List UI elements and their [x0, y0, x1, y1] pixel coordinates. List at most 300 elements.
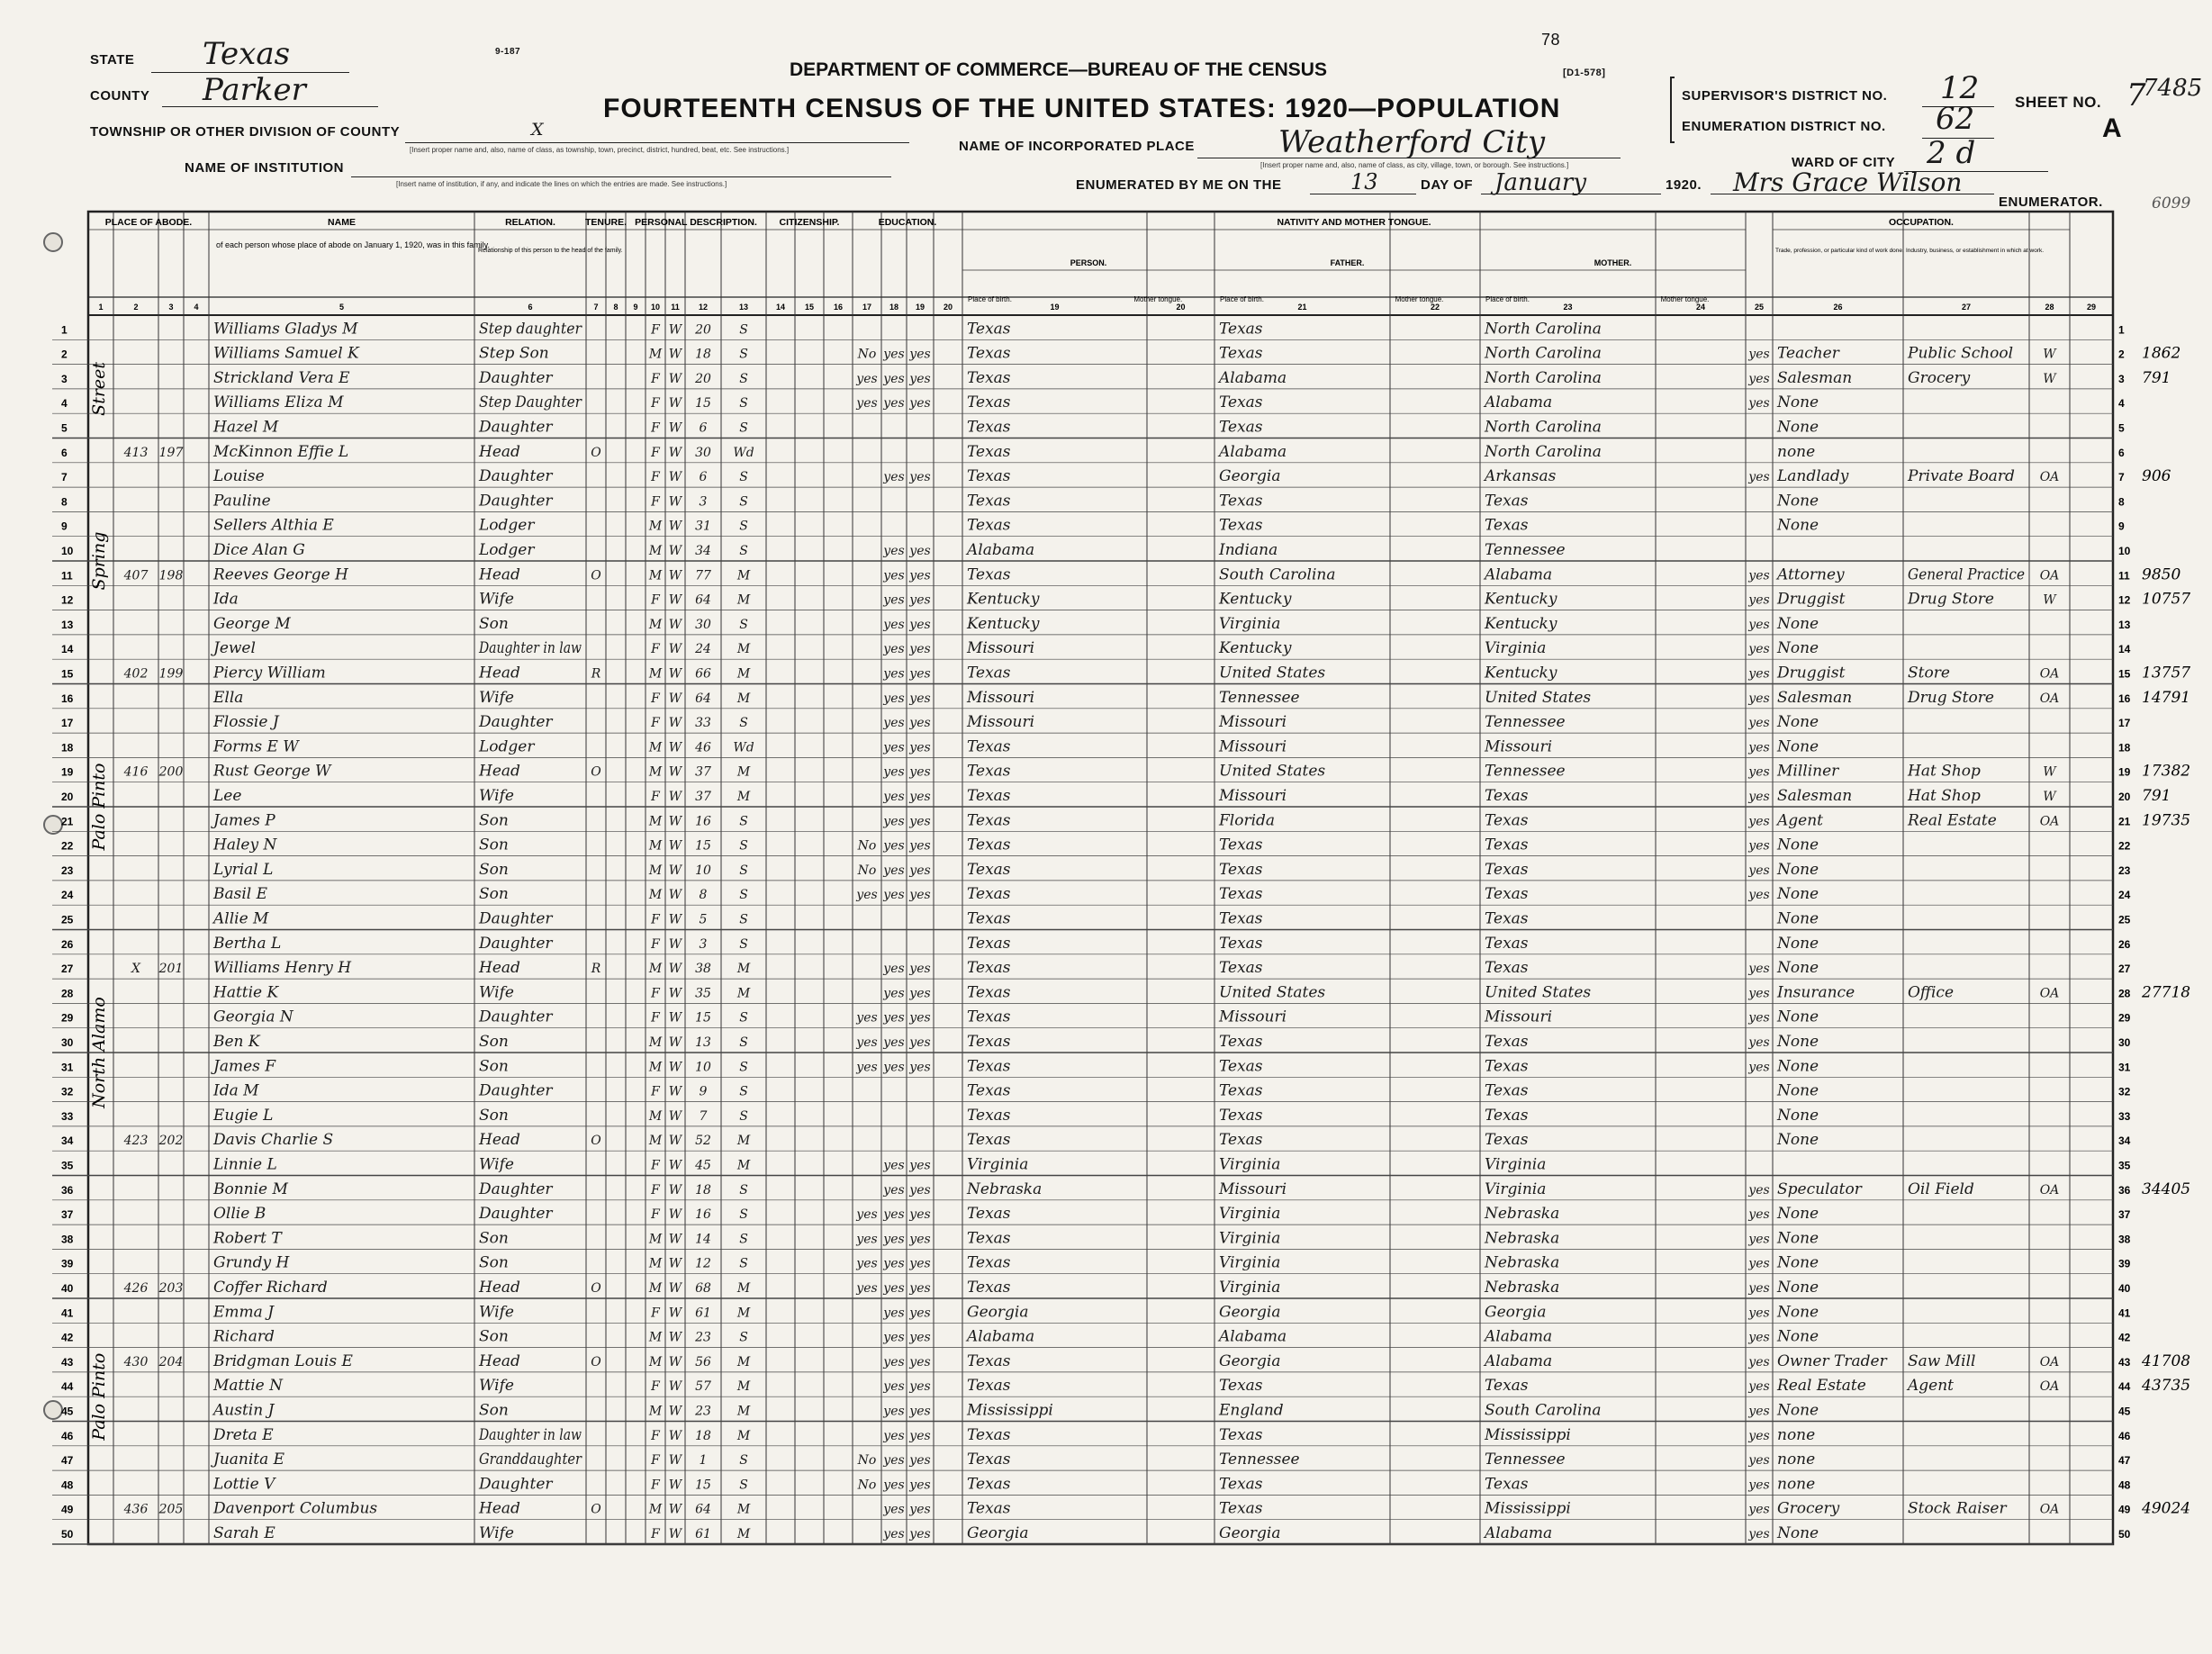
line-number: 21: [61, 815, 74, 828]
cell-age: 8: [699, 888, 708, 903]
cell-rel: Daughter: [479, 934, 553, 953]
margin-code: 10757: [2142, 590, 2191, 609]
cell-eng: yes: [1748, 838, 1770, 854]
column-number: 6: [528, 303, 533, 312]
line-number: 26: [2118, 937, 2131, 951]
cell-sex: M: [648, 1134, 663, 1149]
line-number: 42: [61, 1331, 74, 1344]
cell-ms: S: [739, 1330, 748, 1345]
cell-age: 64: [695, 691, 711, 706]
cell-race: W: [668, 1281, 682, 1296]
cell-wr: yes: [909, 347, 931, 362]
cell-sex: M: [648, 1035, 663, 1050]
cell-eng: yes: [1748, 986, 1770, 1001]
cell-occ: Salesman: [1777, 787, 1853, 805]
cell-bp: Kentucky: [967, 590, 1040, 609]
cell-occ: none: [1777, 1425, 1816, 1444]
cell-eng: yes: [1748, 1060, 1770, 1075]
line-number: 37: [2118, 1208, 2131, 1222]
line-number: 11: [2118, 569, 2130, 583]
cell-race: W: [668, 1158, 682, 1173]
department-title: DEPARTMENT OF COMMERCE—BUREAU OF THE CENSUS: [790, 59, 1327, 80]
cell-mbp: Mississippi: [1485, 1425, 1571, 1444]
census-title: FOURTEENTH CENSUS OF THE UNITED STATES: 1920—POPULATION: [603, 94, 1561, 123]
cell-mbp: North Carolina: [1485, 344, 1602, 363]
cell-name: Ollie B: [213, 1205, 266, 1224]
cell-name: Basil E: [213, 885, 268, 904]
line-number: 24: [61, 889, 74, 902]
cell-fbp: Texas: [1219, 1057, 1263, 1076]
line-number: 14: [61, 643, 74, 656]
cell-own: O: [591, 1502, 601, 1517]
cell-wr: yes: [909, 1502, 931, 1517]
cell-att: yes: [856, 1281, 878, 1296]
cell-name: Sarah E: [213, 1524, 275, 1542]
cell-rel: Wife: [479, 1155, 514, 1174]
column-number: 21: [1297, 303, 1307, 312]
cell-bp: Mississippi: [967, 1401, 1053, 1420]
cell-age: 68: [695, 1281, 711, 1296]
cell-name: Williams Samuel K: [213, 344, 359, 363]
cell-name: Austin J: [213, 1401, 275, 1420]
cell-ms: M: [736, 1281, 751, 1296]
cell-mbp: United States: [1485, 688, 1592, 707]
cell-fbp: Texas: [1219, 934, 1263, 953]
cell-rel: Head: [479, 565, 520, 584]
cell-bp: Texas: [967, 1131, 1011, 1150]
cell-bp: Texas: [967, 1279, 1011, 1297]
line-number: 3: [61, 372, 68, 385]
cell-occ: None: [1777, 516, 1819, 535]
township-note: [Insert proper name and, also, name of class, as township, town, precinct, district, hundred, beat, etc. See instructions.]: [410, 146, 790, 154]
cell-age: 15: [695, 396, 711, 411]
cell-eng: yes: [1748, 790, 1770, 804]
cell-race: W: [668, 445, 682, 460]
margin-code: 34405: [2142, 1179, 2191, 1198]
cell-ind: Private Board: [1908, 467, 2015, 486]
cell-occ: None: [1777, 1401, 1819, 1420]
ward-value: 2 d: [1927, 135, 1976, 171]
cell-name: Grundy H: [213, 1253, 290, 1272]
cell-sex: F: [651, 1306, 660, 1321]
cell-sex: F: [651, 1453, 660, 1469]
cell-sex: F: [651, 420, 660, 436]
line-number: 5: [2118, 421, 2125, 435]
cell-race: W: [668, 764, 682, 780]
cell-rd: yes: [883, 544, 905, 558]
cell-race: W: [668, 1134, 682, 1149]
cell-bp: Texas: [967, 1205, 1011, 1224]
line-number: 44: [2118, 1380, 2131, 1394]
cell-sex: F: [651, 396, 660, 411]
cell-race: W: [668, 790, 682, 804]
cell-rel: Daughter: [479, 1475, 553, 1494]
cell-sex: M: [648, 568, 663, 583]
cell-rd: yes: [883, 790, 905, 804]
line-number: 7: [2118, 471, 2125, 484]
sheet-value: 7: [2126, 77, 2146, 113]
cell-wr: yes: [909, 1158, 931, 1173]
line-number: 36: [2118, 1183, 2131, 1197]
cell-occ: none: [1777, 442, 1816, 461]
cell-mbp: Alabama: [1485, 393, 1553, 412]
cell-rel: Wife: [479, 983, 514, 1002]
cell-name: Williams Eliza M: [213, 393, 344, 412]
cell-fbp: Virginia: [1219, 1229, 1281, 1248]
cell-eng: yes: [1748, 1379, 1770, 1395]
cell-occ: None: [1777, 418, 1819, 437]
cell-occ: Grocery: [1777, 1499, 1840, 1518]
cell-mbp: Tennessee: [1485, 762, 1566, 781]
cell-age: 24: [695, 642, 711, 657]
cell-mbp: Georgia: [1485, 1303, 1547, 1322]
cell-fbp: United States: [1219, 762, 1326, 781]
line-number: 17: [61, 717, 74, 730]
line-number: 5: [61, 421, 68, 435]
cell-sex: F: [651, 1158, 660, 1173]
state-value: Texas: [203, 36, 291, 72]
line-number: 29: [61, 1011, 74, 1025]
cell-att: yes: [856, 396, 878, 411]
cell-ms: M: [736, 1428, 751, 1443]
cell-name: Hazel M: [213, 418, 279, 437]
cell-ms: S: [739, 1453, 748, 1469]
line-number: 41: [61, 1306, 74, 1320]
cell-rel: Head: [479, 442, 520, 461]
cell-cls: W: [2043, 371, 2056, 386]
cell-occ: None: [1777, 885, 1819, 904]
cell-name: Mattie N: [213, 1377, 283, 1396]
cell-wr: yes: [909, 814, 931, 829]
cell-occ: None: [1777, 1131, 1819, 1150]
cell-bp: Texas: [967, 1033, 1011, 1051]
line-number: 41: [2118, 1306, 2131, 1320]
cell-mbp: Texas: [1485, 1131, 1529, 1150]
cell-mbp: Nebraska: [1485, 1205, 1560, 1224]
line-number: 26: [61, 937, 74, 951]
line-number: 38: [2118, 1233, 2131, 1246]
line-number: 35: [2118, 1159, 2131, 1172]
cell-ind: Hat Shop: [1908, 787, 1981, 805]
cell-wr: yes: [909, 691, 931, 706]
cell-race: W: [668, 1207, 682, 1223]
county-label: COUNTY: [90, 88, 150, 104]
cell-age: 15: [695, 1478, 711, 1493]
cell-att: yes: [856, 1232, 878, 1247]
cell-race: W: [668, 1256, 682, 1271]
column-number: 1: [98, 303, 104, 312]
institution-label: NAME OF INSTITUTION: [185, 160, 344, 176]
line-number: 48: [61, 1478, 74, 1492]
cell-ind: Drug Store: [1908, 688, 1994, 707]
cell-name: Louise: [213, 467, 265, 486]
cell-fbp: Texas: [1219, 1377, 1263, 1396]
cell-sex: M: [648, 863, 663, 878]
line-number: 40: [2118, 1282, 2131, 1295]
incorporated-label: NAME OF INCORPORATED PLACE: [959, 139, 1195, 154]
cell-occ: None: [1777, 1303, 1819, 1322]
section-header: NAME: [328, 217, 356, 228]
cell-wr: yes: [909, 1527, 931, 1541]
cell-wr: yes: [909, 592, 931, 608]
cell-age: 10: [695, 863, 711, 878]
cell-mbp: Alabama: [1485, 1524, 1553, 1542]
cell-mbp: Texas: [1485, 959, 1529, 978]
section-header: CITIZENSHIP.: [779, 217, 840, 228]
column-number: 2: [133, 303, 139, 312]
cell-att: yes: [856, 888, 878, 903]
cell-bp: Texas: [967, 909, 1011, 928]
cell-bp: Missouri: [967, 688, 1035, 707]
line-number: 28: [61, 987, 74, 1000]
cell-bp: Texas: [967, 1229, 1011, 1248]
cell-bp: Georgia: [967, 1303, 1029, 1322]
line-number: 3: [2118, 372, 2125, 385]
cell-mbp: Nebraska: [1485, 1279, 1560, 1297]
cell-rd: yes: [883, 1010, 905, 1026]
cell-fbp: Texas: [1219, 836, 1263, 854]
cell-rel: Lodger: [479, 737, 535, 756]
cell-att: yes: [856, 1035, 878, 1050]
cell-own: R: [591, 666, 601, 682]
cell-race: W: [668, 568, 682, 583]
state-label: STATE: [90, 52, 135, 68]
cell-ms: M: [736, 1404, 751, 1419]
cell-age: 18: [695, 1182, 711, 1198]
line-number: 1: [2118, 323, 2125, 337]
column-number: 7: [593, 303, 599, 312]
cell-name: Allie M: [213, 909, 269, 928]
cell-rel: Head: [479, 1279, 520, 1297]
cell-ms: S: [739, 1035, 748, 1050]
cell-rd: yes: [883, 986, 905, 1001]
cell-name: Bonnie M: [213, 1179, 288, 1198]
line-number: 24: [2118, 889, 2131, 902]
cell-ms: S: [739, 1182, 748, 1198]
line-number: 16: [61, 691, 74, 705]
cell-sex: M: [648, 888, 663, 903]
cell-fbp: England: [1219, 1401, 1284, 1420]
cell-age: 30: [695, 445, 711, 460]
cell-att: No: [857, 838, 877, 854]
section-header: OCCUPATION.: [1889, 217, 1954, 228]
cell-rel: Daughter: [479, 418, 553, 437]
cell-name: Sellers Althia E: [213, 516, 334, 535]
cell-race: W: [668, 347, 682, 362]
margin-code: 19735: [2142, 811, 2191, 830]
cell-name: Rust George W: [213, 762, 331, 781]
cell-rel: Head: [479, 762, 520, 781]
cell-bp: Georgia: [967, 1524, 1029, 1542]
cell-sex: F: [651, 494, 660, 510]
cell-occ: None: [1777, 1229, 1819, 1248]
cell-fbp: Georgia: [1219, 467, 1281, 486]
section-header: PLACE OF ABODE.: [104, 217, 193, 228]
cell-att: No: [857, 863, 877, 878]
stamp-number: 6099: [2152, 194, 2191, 212]
cell-eng: yes: [1748, 470, 1770, 485]
cell-name: Linnie L: [213, 1155, 277, 1174]
cell-occ: None: [1777, 1205, 1819, 1224]
cell-rd: yes: [883, 666, 905, 682]
cell-race: W: [668, 1108, 682, 1124]
cell-own: O: [591, 1281, 601, 1296]
cell-ms: S: [739, 1084, 748, 1099]
cell-wr: yes: [909, 1453, 931, 1469]
cell-race: W: [668, 544, 682, 558]
cell-rd: yes: [883, 1060, 905, 1075]
cell-rel: Son: [479, 1229, 509, 1248]
cell-att: yes: [856, 1207, 878, 1223]
cell-age: 7: [699, 1108, 708, 1124]
cell-eng: yes: [1748, 888, 1770, 903]
line-number: 15: [2118, 667, 2131, 681]
cell-fbp: Alabama: [1219, 368, 1287, 387]
cell-name: Williams Henry H: [213, 959, 352, 978]
cell-mbp: Virginia: [1485, 1179, 1547, 1198]
cell-sex: M: [648, 544, 663, 558]
cell-ms: S: [739, 863, 748, 878]
cell-mbp: Texas: [1485, 1106, 1529, 1125]
cell-age: 5: [699, 912, 708, 927]
cell-fbp: Texas: [1219, 1033, 1263, 1051]
cell-wr: yes: [909, 740, 931, 755]
cell-race: W: [668, 1453, 682, 1469]
cell-occ: None: [1777, 860, 1819, 879]
cell-ms: S: [739, 470, 748, 485]
cell-race: W: [668, 1060, 682, 1075]
line-number: 32: [2118, 1085, 2131, 1098]
cell-eng: yes: [1748, 617, 1770, 632]
cell-wr: yes: [909, 1281, 931, 1296]
cell-fbp: Texas: [1219, 344, 1263, 363]
cell-dw: 423: [123, 1134, 149, 1149]
cell-rd: yes: [883, 347, 905, 362]
cell-mbp: Texas: [1485, 934, 1529, 953]
cell-rel: Head: [479, 1351, 520, 1370]
cell-sex: M: [648, 1108, 663, 1124]
cell-wr: yes: [909, 888, 931, 903]
cell-ms: S: [739, 716, 748, 731]
cell-rd: yes: [883, 1453, 905, 1469]
cell-fbp: Texas: [1219, 1131, 1263, 1150]
cell-fbp: Texas: [1219, 1475, 1263, 1494]
cell-ind: Grocery: [1908, 368, 1971, 387]
cell-age: 15: [695, 838, 711, 854]
cell-age: 38: [695, 962, 711, 977]
line-number: 14: [2118, 643, 2131, 656]
cell-cls: W: [2043, 764, 2056, 780]
margin-code: 9850: [2142, 565, 2181, 584]
cell-ind: Stock Raiser: [1908, 1499, 2007, 1518]
cell-sex: M: [648, 1232, 663, 1247]
line-number: 8: [2118, 495, 2125, 509]
cell-eng: yes: [1748, 863, 1770, 878]
cell-ind: Hat Shop: [1908, 762, 1981, 781]
cell-wr: yes: [909, 986, 931, 1001]
cell-att: No: [857, 1478, 877, 1493]
cell-age: 37: [695, 764, 711, 780]
cell-bp: Texas: [967, 1475, 1011, 1494]
cell-att: No: [857, 347, 877, 362]
cell-eng: yes: [1748, 592, 1770, 608]
cell-sex: M: [648, 764, 663, 780]
cell-wr: yes: [909, 764, 931, 780]
cell-race: W: [668, 1404, 682, 1419]
sheet-letter: A: [2102, 113, 2123, 143]
cell-rel: Son: [479, 1253, 509, 1272]
sheet-label: SHEET NO.: [2015, 94, 2102, 111]
cell-wr: yes: [909, 1354, 931, 1369]
line-number: 50: [2118, 1528, 2131, 1541]
cell-mbp: United States: [1485, 983, 1592, 1002]
column-number: 26: [1833, 303, 1843, 312]
cell-rel: Daughter: [479, 492, 553, 511]
cell-eng: yes: [1748, 1428, 1770, 1443]
cell-eng: yes: [1748, 1527, 1770, 1541]
cell-wr: yes: [909, 1330, 931, 1345]
cell-name: Dice Alan G: [213, 541, 305, 559]
line-number: 43: [2118, 1355, 2131, 1369]
cell-name: Robert T: [213, 1229, 282, 1248]
cell-mbp: Texas: [1485, 1057, 1529, 1076]
cell-fbp: Texas: [1219, 885, 1263, 904]
cell-eng: yes: [1748, 1453, 1770, 1469]
cell-eng: yes: [1748, 347, 1770, 362]
column-number: 10: [650, 303, 661, 312]
cell-sex: M: [648, 1330, 663, 1345]
cell-race: W: [668, 642, 682, 657]
cell-wr: yes: [909, 1182, 931, 1198]
cell-eng: yes: [1748, 691, 1770, 706]
cell-fbp: Texas: [1219, 1499, 1263, 1518]
cell-rel: Daughter: [479, 713, 553, 732]
cell-dw: 436: [123, 1502, 149, 1517]
column-number: 14: [775, 303, 786, 312]
supervisor-label: SUPERVISOR'S DISTRICT NO.: [1682, 88, 1888, 104]
column-number: 20: [1176, 303, 1186, 312]
cell-mbp: Texas: [1485, 1081, 1529, 1100]
cell-age: 37: [695, 790, 711, 804]
cell-fam: 199: [158, 666, 184, 682]
cell-cls: OA: [2039, 568, 2060, 583]
line-number: 35: [61, 1159, 74, 1172]
cell-eng: yes: [1748, 1281, 1770, 1296]
column-number: 23: [1563, 303, 1573, 312]
cell-fam: 204: [158, 1354, 184, 1369]
cell-mbp: Tennessee: [1485, 1451, 1566, 1469]
cell-bp: Texas: [967, 492, 1011, 511]
cell-bp: Texas: [967, 787, 1011, 805]
enumeration-value: 62: [1936, 101, 1975, 137]
cell-occ: Teacher: [1777, 344, 1839, 363]
cell-eng: yes: [1748, 740, 1770, 755]
margin-code: 13757: [2142, 664, 2191, 682]
cell-ms: Wd: [733, 740, 754, 755]
cell-race: W: [668, 1010, 682, 1026]
cell-ms: S: [739, 617, 748, 632]
cell-rel: Son: [479, 860, 509, 879]
cell-fbp: Texas: [1219, 320, 1263, 339]
cell-eng: yes: [1748, 1182, 1770, 1198]
line-number: 49: [61, 1503, 74, 1516]
cell-wr: yes: [909, 371, 931, 386]
cell-rel: Wife: [479, 688, 514, 707]
cell-wr: yes: [909, 396, 931, 411]
cell-fbp: Texas: [1219, 909, 1263, 928]
cell-fbp: Texas: [1219, 1425, 1263, 1444]
cell-wr: yes: [909, 1428, 931, 1443]
